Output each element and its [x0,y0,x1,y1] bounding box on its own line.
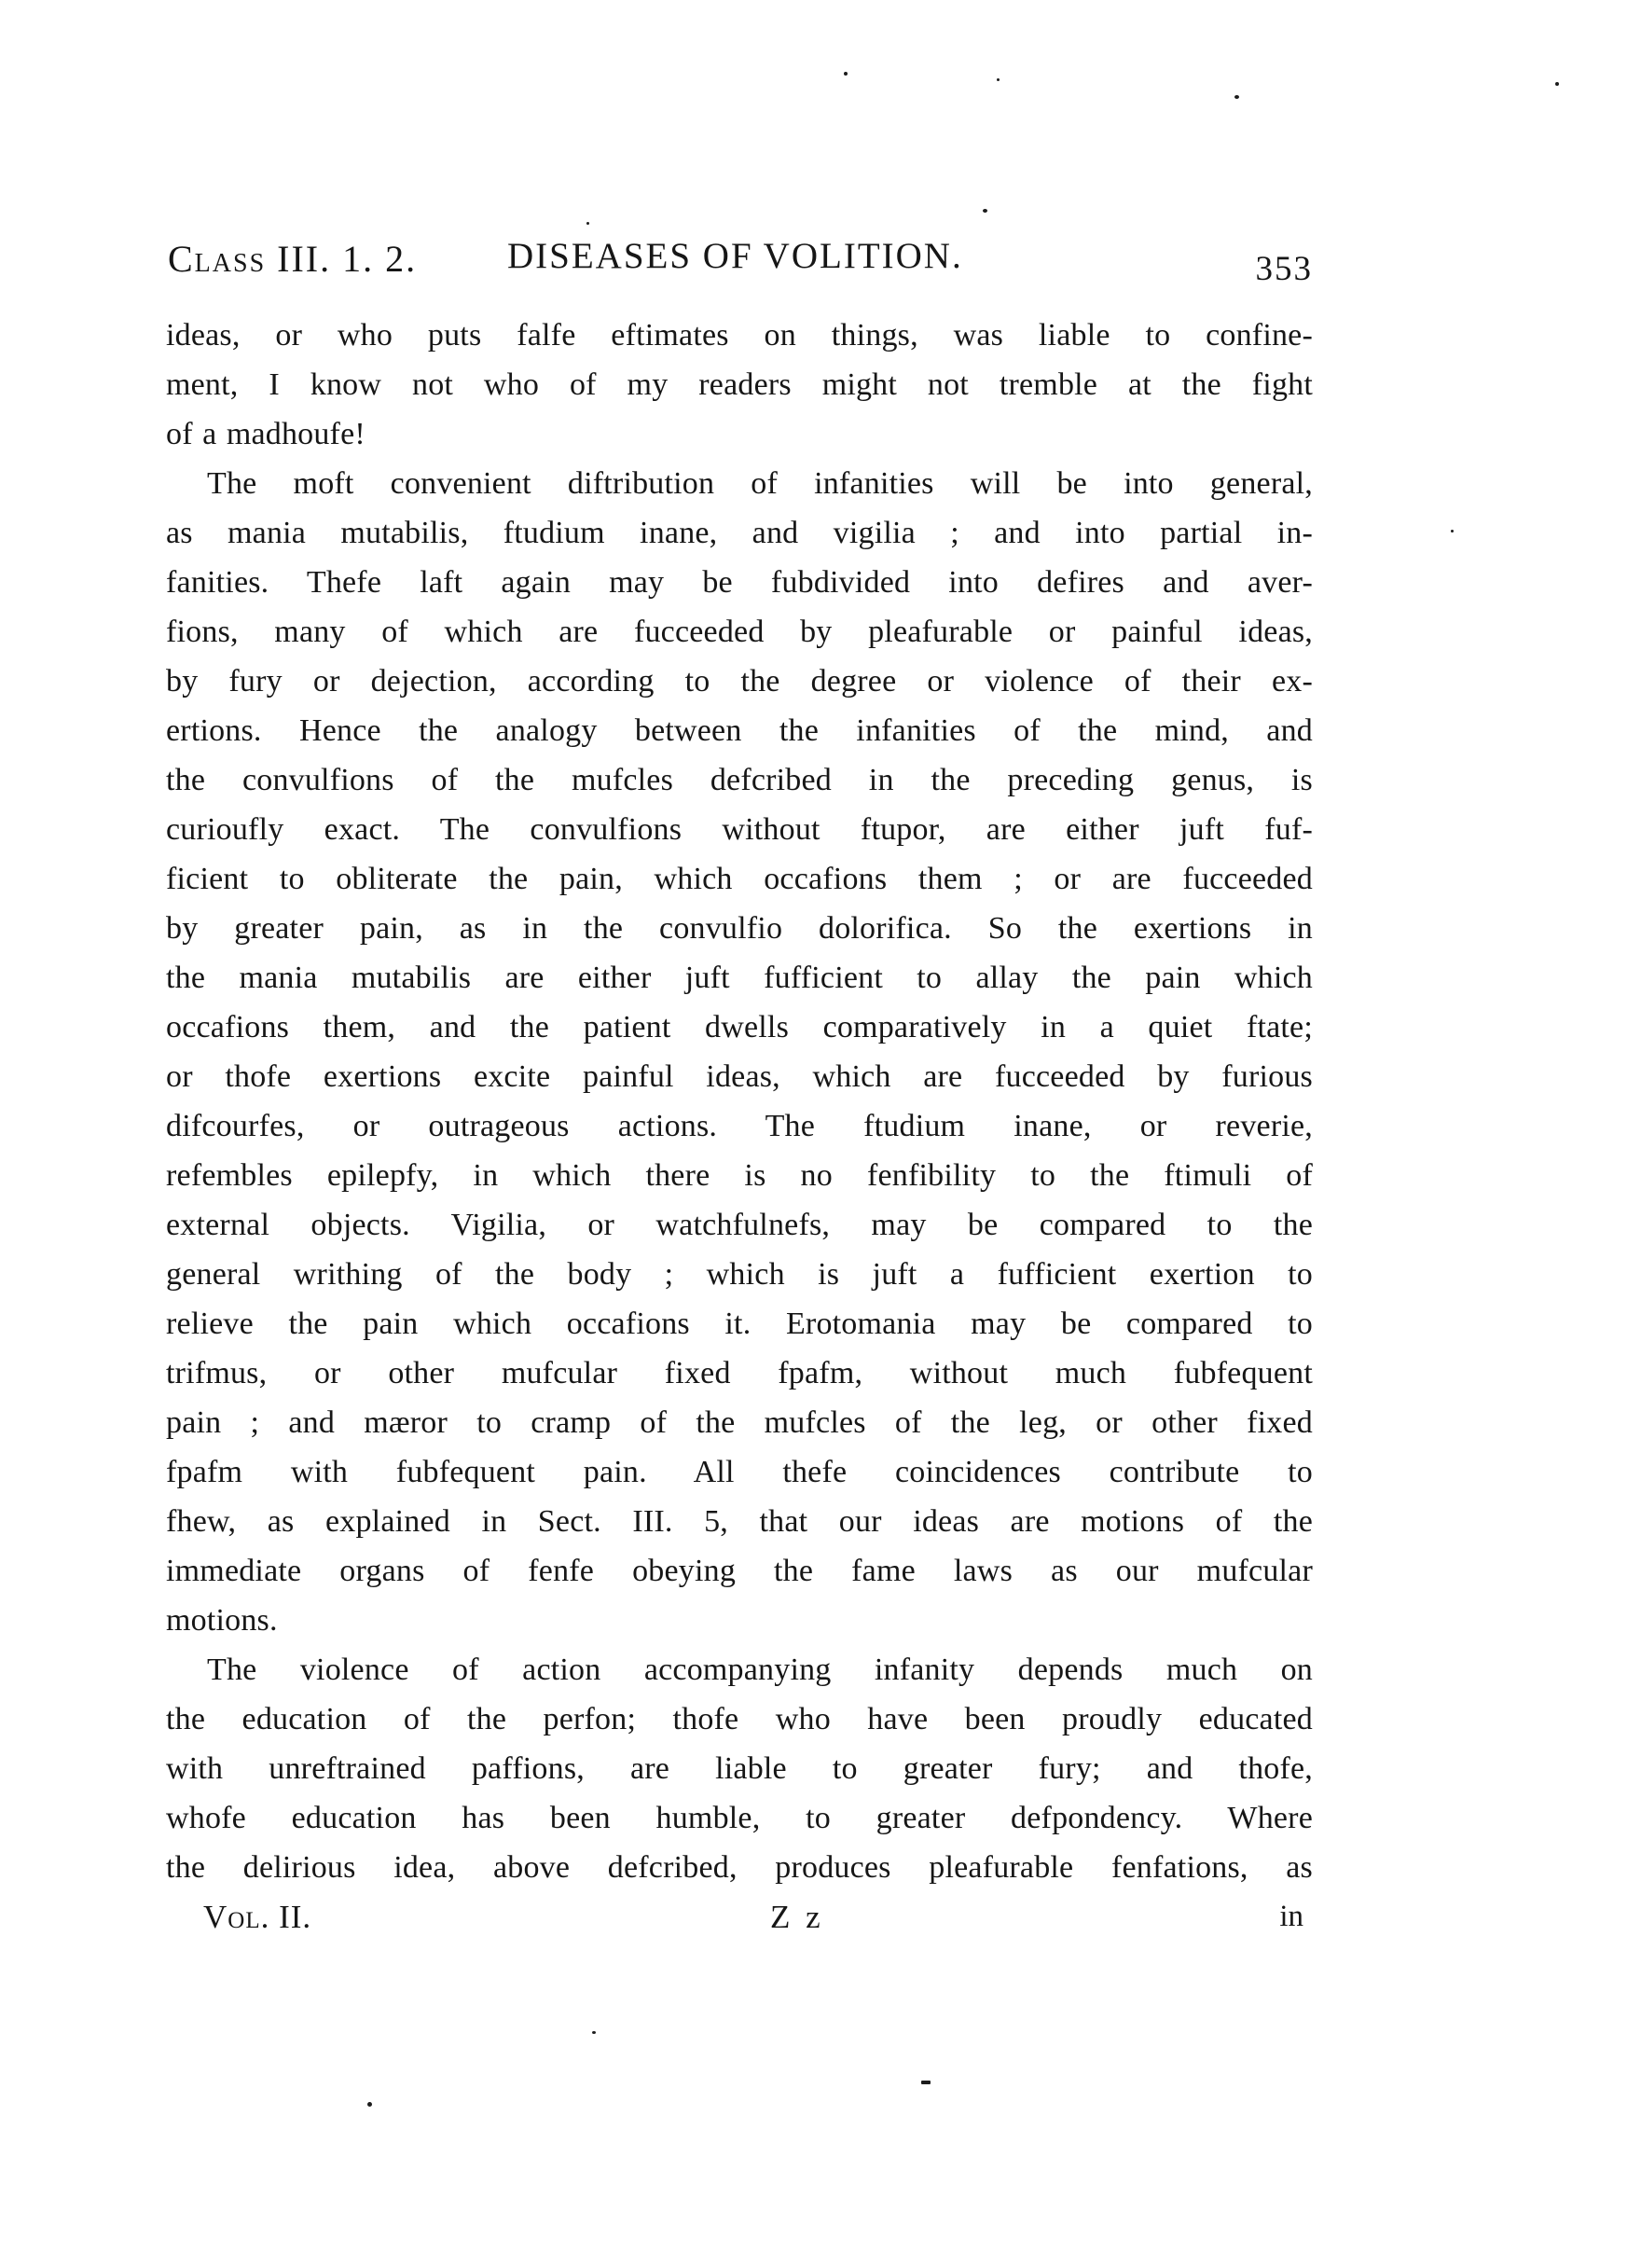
text-line: refembles epilepfy, in which there is no fenfibility to the ftimuli of [166,1158,1313,1193]
text-line: relieve the pain which occafions it. Erotomania may be compared to [166,1307,1313,1341]
ink-speck [983,209,987,213]
text-line: the education of the perfon; thofe who have been proudly educated [166,1702,1313,1736]
running-head [166,235,1313,288]
text-line: by fury or dejection, according to the degree or violence of their ex- [166,664,1313,698]
text-line: the convulfions of the mufcles defcribed in the preceding genus, is [166,763,1313,797]
text-line: occafions them, and the patient dwells comparatively in a quiet ftate; [166,1010,1313,1044]
volume-label: Vol. II. [203,1899,312,1935]
text-line: by greater pain, as in the convulfio dolorifica. So the exertions in [166,911,1313,946]
text-line: The violence of action accompanying infanity depends much on [207,1653,1313,1687]
signature-mark: Z z [770,1899,824,1935]
text-line: the mania mutabilis are either juft fufficient to allay the pain which [166,961,1313,995]
ink-speck [1555,82,1559,86]
text-line: The moft convenient diftribution of infanities will be into general, [207,466,1313,501]
ink-speck [921,2081,931,2084]
text-line: immediate organs of fenfe obeying the fame laws as our mufcular [166,1554,1313,1588]
ink-speck [367,2102,372,2107]
catchword: in [1279,1900,1303,1933]
text-line: trifmus, or other mufcular fixed fpafm, without much fubfequent [166,1356,1313,1390]
ink-speck [592,2031,596,2034]
section-label: Class III. 1. 2. [168,238,418,280]
page-body [166,311,1313,1892]
ink-speck [997,78,1000,81]
text-line: fhew, as explained in Sect. III. 5, that our ideas are motions of the [166,1504,1313,1539]
text-line: of a madhoufe! [166,417,365,451]
text-line: fpafm with fubfequent pain. All thefe coincidences contribute to [166,1455,1313,1489]
text-line: whofe education has been humble, to greater defpondency. Where [166,1801,1313,1835]
ink-speck [586,222,589,225]
running-title: DISEASES OF VOLITION. [507,236,963,276]
text-line: fions, many of which are fucceeded by pleafurable or painful ideas, [166,615,1313,649]
text-line: ertions. Hence the analogy between the infanities of the mind, and [166,713,1313,748]
text-line: ment, I know not who of my readers might not tremble at the fight [166,367,1313,402]
text-line: pain ; and mæror to cramp of the mufcles of the leg, or other fixed [166,1405,1313,1440]
text-line: curioufly exact. The convulfions without ftupor, are either juft fuf- [166,812,1313,847]
page-footer [166,1892,1313,1942]
text-line: ficient to obliterate the pain, which occafions them ; or are fucceeded [166,862,1313,896]
page-number: 353 [1255,250,1313,288]
text-line: as mania mutabilis, ftudium inane, and vigilia ; and into partial in- [166,516,1313,550]
text-line: with unreftrained paffions, are liable to greater fury; and thofe, [166,1751,1313,1786]
text-line: difcourfes, or outrageous actions. The ftudium inane, or reverie, [166,1109,1313,1143]
text-line: fanities. Thefe laft again may be fubdivided into defires and aver- [166,565,1313,600]
text-line: external objects. Vigilia, or watchfulnefs, may be compared to the [166,1208,1313,1242]
ink-speck [1451,530,1454,532]
text-block [166,235,1313,1942]
text-line: motions. [166,1603,278,1638]
text-line: ideas, or who puts falfe eftimates on things, was liable to confine- [166,318,1313,353]
ink-speck [1234,95,1239,99]
ink-speck [844,72,848,76]
text-line: the delirious idea, above defcribed, produces pleafurable fenfations, as [166,1850,1313,1885]
text-line: or thofe exertions excite painful ideas, which are fucceeded by furious [166,1059,1313,1094]
text-line: general writhing of the body ; which is juft a fufficient exertion to [166,1257,1313,1292]
